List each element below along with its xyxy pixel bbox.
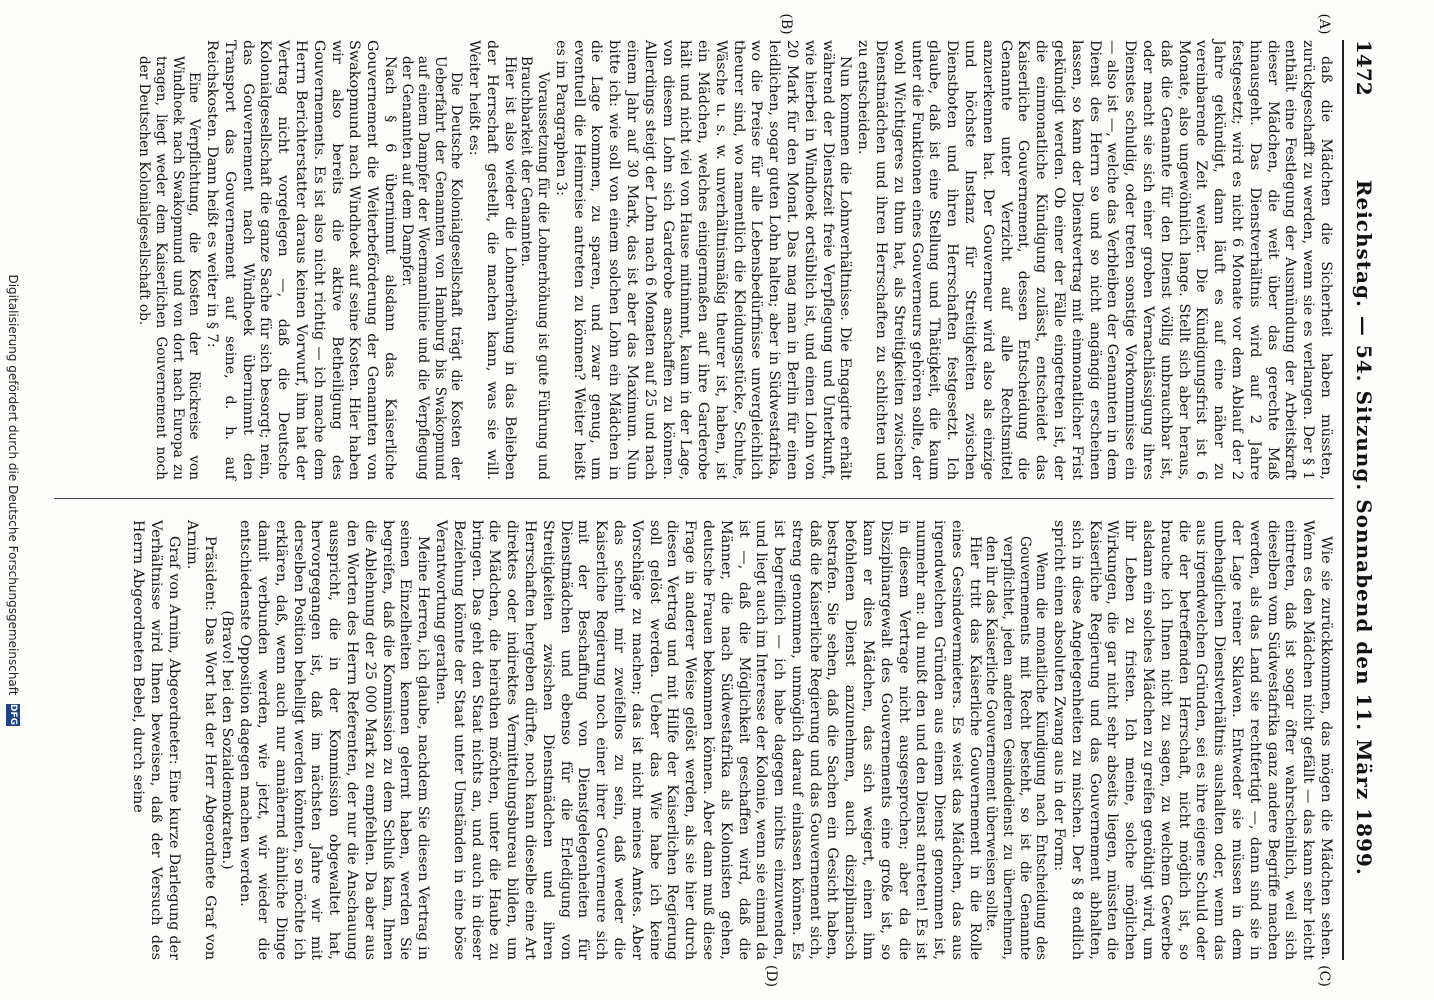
speaker-paragraph: Präsident: Das Wort hat der Herr Abgeordnete Graf von Arnim. xyxy=(183,520,218,960)
quote-paragraph: Eine Verpflichtung, die Kosten der Rückreise von Windhoek nach Swakopmund und von dort nach Europa zu tragen, liegt weder dem Kaiserlichen Gouvernement noch der Deutschen Kolonialgesellschaft ob. xyxy=(136,56,203,480)
page-number: 1472 xyxy=(1352,40,1376,96)
paragraph: Nach § 6 übernimmt alsdann das Kaiserliche Gouvernement die Weiterbeförderung der Genannten von Swakopmund nach Windhoek auf seine Kosten. Hier haben wir also bereits die aktive Betheiligung des Gouvernements. Es ist also nicht richtig — ich mache dem Herrn Berichterstatter daraus keinen Vorwurf, ihm hat der Vertrag nicht vorgelegen —, daß die Deutsche Kolonialgesellschaft die ganze Sache für sich besorgt; nein, das Gouvernement nach Windhoek übernimmt den Transport das Gouvernement auf seine, d. h. auf Reichskosten. Dann heißt es weiter in § 7: xyxy=(204,40,398,480)
speaker-paragraph: Graf von Arnim, Abgeordneter: Eine kurze Darlegung der Verhältnisse wird Ihnen beweisen, daß der Versuch des Herrn Abgeordneten Bebel, durch seine xyxy=(130,520,183,960)
quote-paragraph: Wenn die monatliche Kündigung nach Entscheidung des Gouvernements mit Recht besteht, so ist die Genannte verpflichtet, jeden anderen Gesindedienst zu übernehmen, den ihr das Kaiserliche Gouvernement überweisen sollte. xyxy=(983,536,1050,960)
column-divider xyxy=(54,498,1334,499)
header-rule xyxy=(1342,40,1344,960)
paragraph: daß die Mädchen die Sicherheit haben müssten, zurückgeschafft zu werden, wenn sie es verlangen. Der § 1 enthält eine Festlegung der Ausmündung der Arbeitskraft dieser Mädchen, die weit über das gerechte Maß hinausgeht. Das Dienstverhältnis wird auf 2 Jahre festgesetzt; wird es nicht 6 Monate vor dem Ablauf der 2 Jahre gekündigt, dann läuft es auf eine näher zu vereinbarende Zeit weiter. Die Kündigungsfrist ist 6 Monate, also ungewöhnlich lange. Stellt sich aber heraus, daß die Genannte für den Dienst völlig unbrauchbar ist, oder macht sie sich einer groben Vernachlässigung ihres Dienstes schuldig, oder treten sonstige Vorkommnisse ein — also ist —, welche das Verbleiben der Genannten in dem Dienst des Herrn so und so nicht angängig erscheinen lassen, so kann der Dienstvertrag mit einmonatlicher Frist gekündigt werden. Ob einer der Fälle eingetreten ist, der die einmonatliche Kündigung zulässt, entscheidet das Kaiserliche Gouvernement, dessen Entscheidung die Genannte unter Verzicht auf alle Rechtsmittel anzuerkennen hat. Der Gouverneur wird also als einzige und höchste Instanz für Streitigkeiten zwischen Dienstboten und ihren Herrschaften festgesetzt. Ich glaube, daß ist eine Stellung und Thätigkeit, die kaum unter die Funktionen eines Gouverneurs gehören sollte, der wohl Wichtigeres zu thun hat, als Streitigkeiten zwischen Dienstmädchen und ihren Herrschaften zu schlichten und zu entscheiden. xyxy=(855,40,1334,480)
interjection: (Bravo! bei den Sozialdemokraten.) xyxy=(219,610,236,870)
paragraph: Nun kommen die Lohnverhältnisse. Die Engagirte erhält während der Dienstzeit freie Verpflegung und Unterkunft, wie hierbei in Windhoek ortsüblich ist, und einen Lohn von 20 Mark für den Monat. Das mag man in Berlin für einen leidlichen, sogar guten Lohn halten; aber in Südwestafrika, wo die Preise für alle Lebensbedürfnisse unvergleichlich theurer sind, wo namentlich die Kleidungsstücke, Schuhe, Wäsche u. s. w. unverhältnismäßig theurer ist, haben, ist ein Mädchen, welches einigermaßen auf ihre Garderobe hält und nicht viel von Hause mitnimmt, kaum in der Lage, von diesem Lohn sich Garderobe anschaffen zu können. Allerdings steigt der Lohn nach 6 Monaten auf 25 und nach einem Jahr auf 30 Mark, das ist aber das Maximum. Nun bitte ich: wie soll von einem solchen Lohn ein Mädchen in die Lage kommen, zu sparen, und zwar genug, um eventuell die Heimreise antreten zu können? Weiter heißt es im Paragraphen 3: xyxy=(552,40,854,480)
margin-marker-d: (D) xyxy=(763,964,779,988)
margin-marker-c: (C) xyxy=(1316,965,1332,987)
left-column xyxy=(136,40,1334,480)
paragraph: Hier ist also wieder die Lohnerhöhung in das Belieben der Herrschaft gestellt, die machen kann, was sie will. Weiter heißt es: xyxy=(466,40,518,480)
quote-paragraph: Die Deutsche Kolonialgesellschaft trägt die Kosten der Ueberfahrt der Genannten von Hamburg bis Swakopmund auf einem Dampfer der Woermannlinie und die Verpflegung der Genannten auf dem Dampfer. xyxy=(398,56,465,480)
right-column xyxy=(54,520,1334,960)
paragraph: Meine Herren, ich glaube, nachdem Sie diesen Vertrag in seinen Einzelheiten kennen gelernt haben, werden Sie begreifen, daß die Kommission zu dem Schluß kam, Ihnen die Ablehnung der 25 000 Mark zu empfehlen. Da aber aus den Worten des Herrn Referenten, der nur die Anschauung ausspricht, die in der Kommission obgewaltet hat, hervorgegangen ist, daß im nächsten Jahre wir mit derselben Position behelligt werden könnten, so möchte ich erklären, daß, wenn auch nur annähernd ähnliche Dinge damit verbunden werden, wie jetzt, wir wieder die entschiedenste Opposition dagegen machen werden. xyxy=(237,520,432,960)
dfg-logo-icon: DFG xyxy=(8,703,18,725)
margin-marker-a: (A) xyxy=(1316,13,1332,35)
digitization-credit xyxy=(0,0,26,1000)
paragraph: Wie sie zurückkommen, das mögen die Mädchen sehen. Wenn es den Mädchen nicht gefällt — das kann sehr leicht eintreten, daß ist sogar öfter wahrscheinlich, weil sich dieselben vom Südwestafrika ganz andere Begriffe machen werden, als das Land sie rechtfertigt —, dann sind sie in der Lage reiner Sklaven. Entweder sie müssen in dem unbehaglichen Dienstverhältnis aushalten oder, wenn das aus irgendwelchen Gründen, sei es ihre eigene Schuld oder die der betreffenden Herrschaft, nicht möglich ist, so brauche ich Ihnen nicht zu sagen, zu welchem Gewerbe alsdann ein solches Mädchen zu greifen genöthigt wird, um ihr Leben zu fristen. Ich meine, solche möglichen Wirkungen, die gar nicht sehr abseits liegen, müssten die Kaiserliche Regierung und das Gouvernement abhalten, sich in diese Angelegenheiten zu mischen. Der § 8 endlich spricht einen absoluten Zwang aus in der Form: xyxy=(1051,520,1334,960)
quote-paragraph: Voraussetzung für die Lohnerhöhung ist gute Führung und Brauchbarkeit der Genannten. xyxy=(518,56,551,480)
margin-marker-b: (B) xyxy=(778,13,794,35)
page-header xyxy=(1349,40,1379,960)
credit-text: Digitalisierung gefördert durch die Deutsche Forschungsgemeinschaft xyxy=(6,274,20,696)
paragraph: Hier tritt das Kaiserliche Gouvernement in die Rolle eines Gesindevermieters. Es weist das Mädchen, das aus irgendwelchen Gründen aus einem Dienst genommen ist, nunmehr an: du mußt den und den Dienst antreten! Es ist in diesem Vertrage nicht ausgesprochen; aber da die Disziplinargewalt des Gouvernements eine große ist, so kann er dies Mädchen, das sich weigert, einen ihm befohlenen Dienst anzunehmen, auch disziplinarisch bestrafen. Sie sehen, daß die Sachen ein Gesicht haben, daß die Kaiserliche Regierung und das Gouvernement sich, streng genommen, unmöglich darauf einlassen können. Es ist begreiflich — ich habe dagegen nichts einzuwenden, und liegt auch im Interesse der Kolonie, wenn sie einmal da ist —, daß die Möglichkeit geschaffen wird, daß die Männer, die nach Südwestafrika als Kolonisten gehen, deutsche Frauen bekommen können. Aber dann muß diese Frage in anderer Weise gelöst werden, als sie hier durch diesen Vertrag und mit Hilfe der Kaiserlichen Regierung soll gelöst werden. Ueber das Wie habe ich keine Vorschläge zu machen; das ist nicht meines Amtes. Aber das scheint mir zweifellos zu sein, daß weder die Kaiserliche Regierung noch einer ihrer Gouverneure sich mit der Beschaffung von Dienstgelegenheiten für Dienstmädchen und ebenso für die Erledigung von Streitigkeiten zwischen Dienstmädchen und ihren Herrschaften hergeben dürfte, noch kann dieselbe eine Art direktes oder indirektes Vermittelungsbureau bilden, um die Mädchen, die heirathen möchten, unter die Haube zu bringen. Das geht den Staat nichts an, und auch in dieser Beziehung könnte der Staat unter Umständen in eine böse Verantwortung gerathen. xyxy=(432,520,983,960)
page-title: Reichstag. — 54. Sitzung. Sonnabend den 11. März 1899. xyxy=(1352,179,1376,876)
